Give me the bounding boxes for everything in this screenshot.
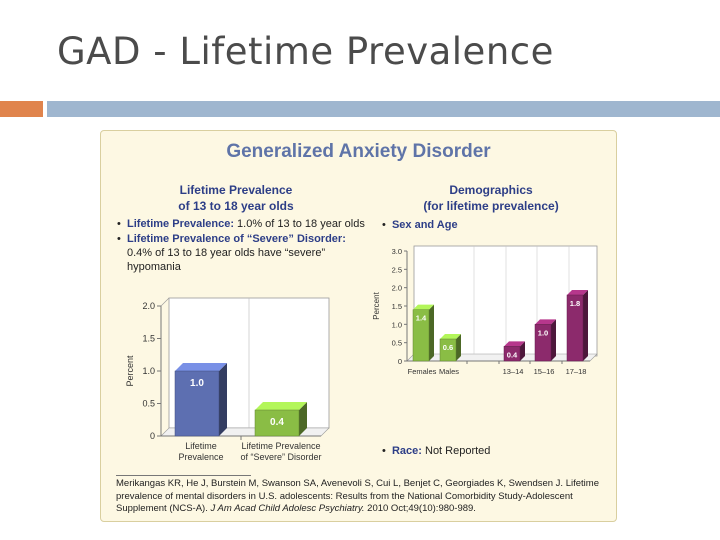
bullet-text: 1.0% of 13 to 18 year olds [234,218,365,230]
bar-side [583,290,588,361]
bar-side [551,319,556,361]
x-tick-label: Females [407,367,437,376]
right-subhead-line2: (for lifetime prevalence) [423,199,559,213]
slide-title: GAD - Lifetime Prevalence [57,30,554,73]
bullet-sex-age: • Sex and Age [382,219,458,231]
x-tick-label: 13–14 [502,367,524,376]
y-tick-label: 2.0 [142,301,155,311]
data-label: 0.6 [442,343,454,352]
bar-top [255,402,307,410]
bullet-label: Lifetime Prevalence of “Severe” Disorder: [127,233,346,245]
plot-edge [161,298,169,306]
bullet-lifetime [115,217,365,231]
y-tick-label: 2.5 [391,265,402,275]
chart-panel [100,130,617,522]
x-tick-label: 15–16 [533,367,555,376]
bullet-sex-age-label: Sex and Age [391,219,458,231]
chart-lifetime-prevalence [119,296,334,471]
y-tick-label: 1.0 [391,320,402,330]
chart-demographics [369,243,599,383]
bullet-race-label: Race: [391,445,422,457]
bar-side [219,363,227,436]
right-subhead-line1: Demographics [449,183,533,197]
left-subhead-line2: of 13 to 18 year olds [178,199,294,213]
x-tick-label: of “Severe” Disorder [240,452,322,462]
y-axis-label: Percent [372,292,381,320]
y-tick-label: 0 [397,357,402,366]
reference-text-end: 2010 Oct;49(10):980-989. [364,503,476,514]
bullet-race-text: Not Reported [421,445,491,457]
accent-bar-blue [47,101,720,117]
x-tick-label: Prevalence [178,452,224,462]
bullet-text: 0.4% of 13 to 18 year olds have “severe” hypomania [127,247,326,273]
y-axis-label: Percent [125,355,135,387]
y-tick-label: 1.5 [391,302,402,311]
data-label: 0.4 [270,417,284,428]
bar [535,319,556,361]
bar-side [429,305,434,361]
data-label: 1.0 [190,378,204,389]
reference-journal: J Am Acad Child Adolesc Psychiatry. [210,503,365,514]
reference-divider [116,475,251,476]
bullet-race: • Race: Not Reported [382,445,491,457]
data-label: 1.4 [415,313,427,323]
data-label: 1.0 [537,328,549,338]
x-tick-label: 17–18 [565,367,587,376]
y-tick-label: 2.0 [391,283,402,293]
reference-text: Merikangas KR, He J, Burstein M, Swanson SA, Avenevoli S, Cui L, Benjet C, Georgiades K, Swendsen J. Lifetime prevalence of mental disorders in U.S. adolescents: Results from the National Comorbidity Study-Adolescent Supplement (NCS-A). [116,478,599,514]
y-tick-label: 1.5 [142,333,155,344]
right-subhead [396,182,586,214]
y-tick-label: 3.0 [391,247,402,256]
left-subhead-line1: Lifetime Prevalence [179,183,293,197]
data-label: 1.8 [569,299,581,308]
y-tick-label: 0 [149,431,155,441]
x-tick-label: Lifetime [185,441,217,451]
left-subhead [141,182,331,214]
x-tick-label: Males [438,367,460,376]
accent-bar-orange [0,101,43,117]
panel-heading: Generalized Anxiety Disorder [226,141,491,162]
reference-citation [116,478,611,516]
y-tick-label: 0.5 [391,338,402,348]
y-tick-label: 1.0 [142,366,155,376]
bullet-severe [115,232,365,274]
bar-top [175,363,227,371]
y-tick-label: 0.5 [142,398,155,409]
left-bullets [115,217,365,275]
data-label: 0.4 [506,350,518,360]
bar [175,363,227,436]
bullet-label: Lifetime Prevalence: [127,218,234,230]
x-tick-label: Lifetime Prevalence [241,441,321,451]
